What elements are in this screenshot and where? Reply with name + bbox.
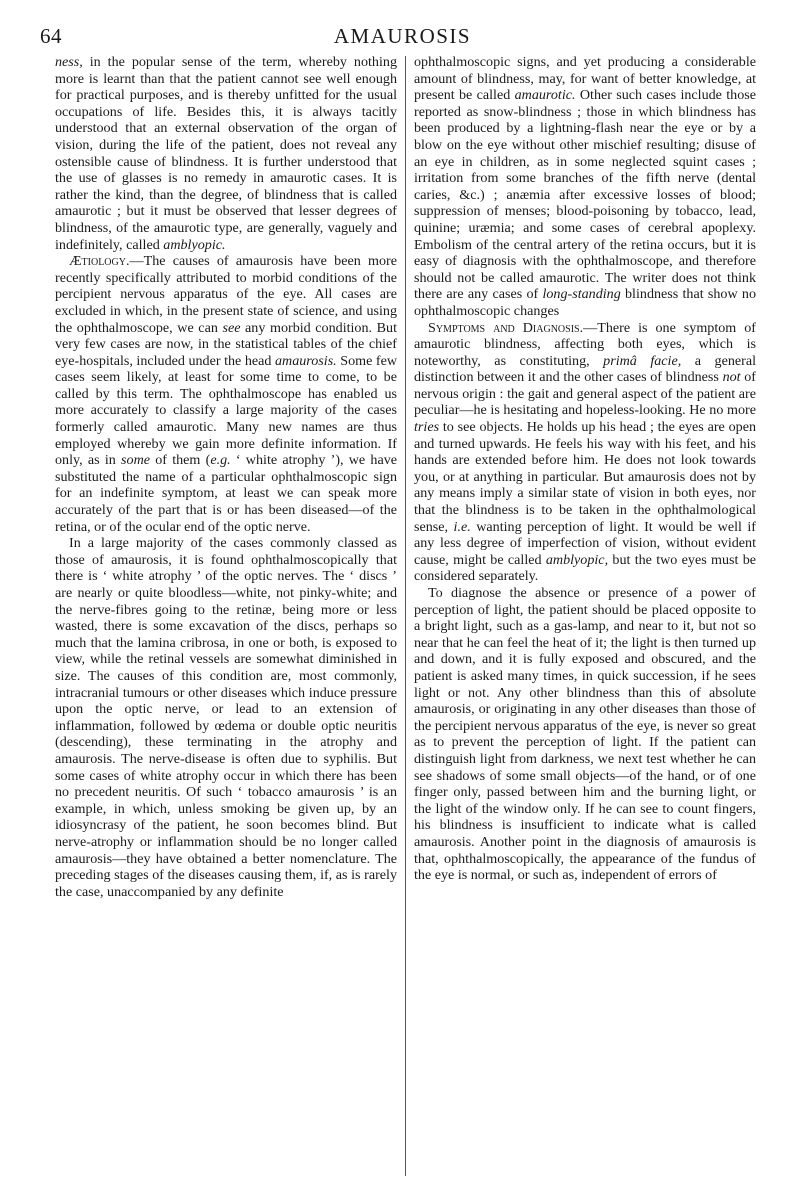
body-text: to see objects. He holds up his head ; the eyes are open and turned upwards. He feels his way with his feet, and his hands are extended before him. He does not look towards you, or at anything in particular. But amaurosis does not by any means imply a similar state of vision in both eyes, nor that the blindness is to be taken in the ophthalmological sense, <box>414 419 756 535</box>
section-heading: Symptoms and Diagnosis. <box>428 319 584 336</box>
body-text: any morbid condition. But very few cases are now, in the statistical tables of the chief eye-hospitals, included under the head <box>55 319 397 369</box>
body-text: a general distinction between it and the other cases of blindness <box>414 352 756 386</box>
body-text: Other such cases include those reported as snow-blindness ; those in which blindness has been produced by a lightning-flash near the eye or by a blow on the eye without other mischief resulting; disuse of an eye in children, as in some neglected squint cases ; irritation from some branches of the fifth nerve (dental caries, &c.) ; anæmia after excessive losses of blood; suppression of menses; blood-poisoning by tobacco, lead, quinine; uræmia; and some cases of cerebral apoplexy. Embolism of the central artery of the retina occurs, but it is easy of diagnosis with the ophthalmoscope, and therefore should not be called amaurotic. The writer does not think there are any cases of <box>414 87 756 303</box>
italic-text: see <box>222 319 241 336</box>
paragraph <box>414 320 756 586</box>
body-text: ‘ white atrophy ’), we have substituted the name of a particular ophthalmoscopic sign for an indefinite symptom, at least we can speak more accurately of the part that is or has been diseased—of the retina, or of the ocular end of the optic nerve. <box>55 452 397 535</box>
column-divider <box>405 56 406 1176</box>
italic-text: i.e. <box>453 518 471 535</box>
italic-text: tries <box>414 419 440 436</box>
section-heading: Ætiology. <box>69 253 130 270</box>
body-text: but the two eyes must be considered separately. <box>414 551 756 585</box>
paragraph <box>55 253 397 535</box>
body-text: ophthalmoscopic signs, and yet producing a considerable amount of blindness, may, for want of better knowledge, at present be called <box>414 54 756 104</box>
italic-text: not <box>722 369 741 386</box>
left-column <box>55 54 397 1184</box>
italic-text: amblyopic, <box>545 551 609 568</box>
italic-text: amblyopic. <box>163 236 226 253</box>
body-text: of nervous origin : the gait and general aspect of the patient are peculiar—he is hesitating and hopeless-looking. He no more <box>414 369 756 419</box>
paragraph: To diagnose the absence or presence of a power of perception of light, the patient should be placed opposite to a bright light, such as a gas-lamp, and near to it, but not so near that he can feel the heat of it; the light is then turned up and down, and it is fully exposed and obscured, and the patient is asked many times, in quick succession, if he sees light or not. Any other blindness than this of absolute amaurosis, or originating in any other diseases than those of the percipient nervous apparatus of the eye, is never so great as to prevent the perception of light. If the patient can distinguish light from darkness, we next test whether he can see shadows of some small objects—of the hand, or of one finger only, passed between him and the burning light, or the light of the window only. If he can see to count fingers, his blindness is insufficient to indicate what is called amaurosis. Another point in the diagnosis of amaurosis is that, ophthalmoscopically, the appearance of the fundus of the eye is normal, or such as, independent of errors of <box>414 585 756 884</box>
italic-text: e.g. <box>210 452 231 469</box>
right-column <box>414 54 756 1184</box>
italic-text: amaurosis. <box>274 352 337 369</box>
paragraph: In a large majority of the cases commonly classed as those of amaurosis, it is found ophthalmoscopically that there is ‘ white atrophy ’ of the optic nerves. The ‘ discs ’ are nearly or quite bloodless—white, not pinky-white; and the nerve-fibres going to the retinæ, being more or less wasted, there is some excavation of the discs, perhaps so much that the lamina cribrosa, in one or both, is exposed to view, while the retinal vessels are somewhat diminished in size. The causes of this condition are, most commonly, intracranial tumours or other diseases which induce pressure upon the optic nerve, or lead to an extension of inflammation, followed by œdema or double optic neuritis (descending), these terminating in the atrophy and amaurosis. The nerve-disease is often due to syphilis. But some cases of white atrophy occur in which there has been no precedent neuritis. Of such ‘ tobacco amaurosis ’ is an example, in which, unless smoking be given up, by an idiosyncrasy of the patient, he soon becomes blind. But nerve-atrophy or inflammation should be no longer called amaurosis—they have obtained a better nomenclature. The preceding stages of the diseases causing them, if, as is rarely the case, unaccompanied by any definite <box>55 535 397 900</box>
italic-text: primâ facie, <box>603 352 682 369</box>
body-text: Some few cases seem likely, at least for some time to come, to be called by this term. The ophthalmoscope has enabled us more accurately to classify a large majority of the cases formerly called amaurotic. Many new names are thus employed whereby we gain more definite information. If only, as in <box>55 352 397 469</box>
page-header <box>40 24 765 48</box>
body-text: in the popular sense of the term, whereby nothing more is learnt than that the patient cannot see well enough for practical purposes, and is thereby unfitted for the usual occupations of life. Besides this, it is always tacitly understood that an external observation of the organ of vision, during the life of the patient, does not reveal any ostensible cause of blindness. It is further understood that the use of glasses is no remedy in amaurotic cases. It is rather the kind, than the degree, of blindness that is called amaurotic ; but it must be observed that lesser degrees of blindness, of the amaurotic type, are generally, vaguely and indefinitely, called <box>55 54 397 253</box>
running-title: AMAUROSIS <box>333 24 472 48</box>
paragraph <box>55 54 397 253</box>
body-text: —There is one symptom of amaurotic blindness, affecting both eyes, which is noteworthy, as constituting, <box>414 319 756 369</box>
body-text: of them ( <box>150 452 211 469</box>
italic-text: some <box>121 452 151 469</box>
italic-text: long-standing <box>542 286 621 303</box>
body-text: wanting perception of light. It would be well if any less degree of imperfection of vision, without evident cause, might be called <box>414 518 756 568</box>
body-text: —The causes of amaurosis have been more recently specifically attributed to morbid conditions of the percipient nervous apparatus of the eye. All cases are excluded in which, in the present state of science, and using the ophthalmoscope, we can <box>55 253 397 336</box>
italic-text: ness, <box>55 54 83 70</box>
italic-text: amaurotic. <box>514 87 576 104</box>
paragraph <box>414 54 756 320</box>
page-number: 64 <box>40 24 62 48</box>
body-text: blindness that show no ophthalmoscopic changes <box>414 286 756 319</box>
